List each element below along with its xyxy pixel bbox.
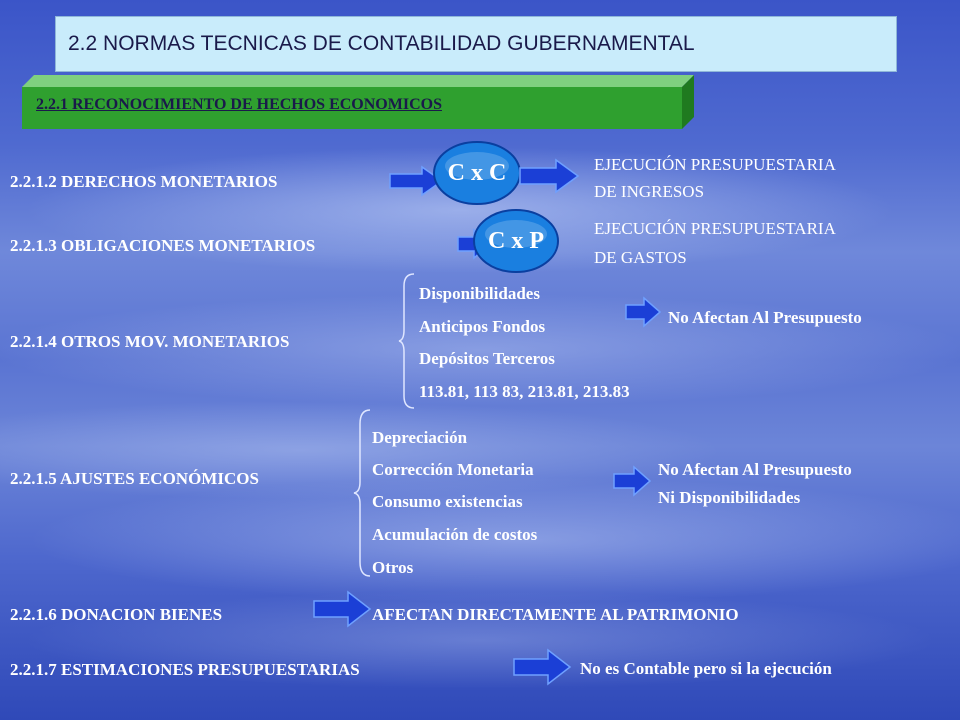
page-title: 2.2 NORMAS TECNICAS DE CONTABILIDAD GUBERNAMENTAL: [55, 16, 897, 72]
otros-item: Anticipos Fondos: [419, 317, 546, 336]
obligaciones-label: 2.2.1.3 OBLIGACIONES MONETARIOS: [10, 236, 316, 255]
arrow-right-icon: [514, 650, 570, 684]
brace-icon: [398, 272, 418, 410]
ajustes-item: Otros: [372, 558, 414, 577]
ajustes-result-line1: No Afectan Al Presupuesto: [658, 460, 852, 479]
ajustes-item: Corrección Monetaria: [372, 460, 534, 479]
donacion-result: AFECTAN DIRECTAMENTE AL PATRIMONIO: [372, 605, 739, 624]
derechos-label: 2.2.1.2 DERECHOS MONETARIOS: [10, 172, 278, 191]
otros-result: No Afectan Al Presupuesto: [668, 308, 862, 327]
cxp-label: C x P: [488, 227, 544, 254]
gastos-line1: EJECUCIÓN PRESUPUESTARIA: [594, 219, 836, 238]
ajustes-item: Consumo existencias: [372, 492, 523, 511]
otros-item: 113.81, 113 83, 213.81, 213.83: [419, 382, 630, 401]
arrow-right-icon: [314, 592, 370, 626]
ingresos-line1: EJECUCIÓN PRESUPUESTARIA: [594, 155, 836, 174]
brace-icon: [352, 408, 374, 578]
cxc-label: C x C: [447, 159, 507, 186]
arrow-right-icon: [626, 298, 660, 326]
otros-item: Depósitos Terceros: [419, 349, 555, 368]
estimaciones-label: 2.2.1.7 ESTIMACIONES PRESUPUESTARIAS: [10, 660, 360, 679]
arrow-right-icon: [520, 160, 578, 192]
ajustes-item: Acumulación de costos: [372, 525, 538, 544]
ajustes-result-line2: Ni Disponibilidades: [658, 488, 801, 507]
ajustes-label: 2.2.1.5 AJUSTES ECONÓMICOS: [10, 469, 259, 488]
ajustes-item: Depreciación: [372, 428, 468, 447]
estimaciones-result: No es Contable pero si la ejecución: [580, 659, 832, 678]
subtitle: 2.2.1 RECONOCIMIENTO DE HECHOS ECONOMICOS: [36, 96, 442, 113]
ingresos-line2: DE INGRESOS: [594, 182, 705, 201]
donacion-label: 2.2.1.6 DONACION BIENES: [10, 605, 223, 624]
gastos-line2: DE GASTOS: [594, 248, 687, 267]
arrow-right-icon: [614, 467, 650, 495]
otros-item: Disponibilidades: [419, 284, 540, 303]
otros-label: 2.2.1.4 OTROS MOV. MONETARIOS: [10, 332, 290, 351]
